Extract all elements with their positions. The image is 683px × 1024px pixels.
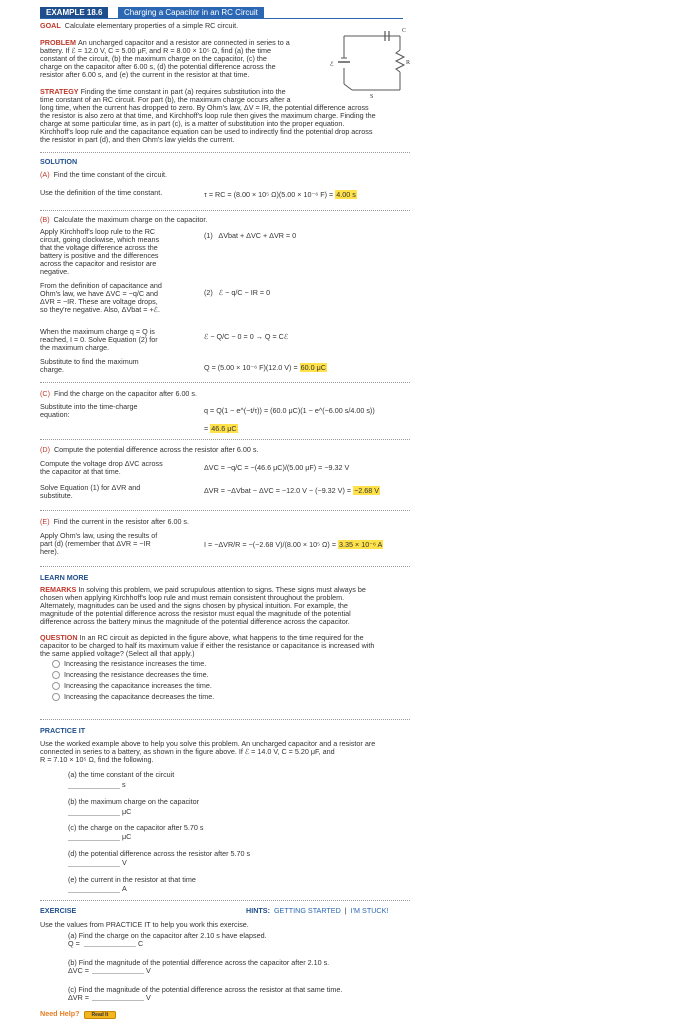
divider [40,510,410,511]
eq-text: ΔVbat + ΔVC + ΔVR = 0 [218,231,297,240]
exercise-a-unit: C [138,939,144,948]
practice-intro-line: R = 7.10 × 10⁵ Ω, find the following. [40,755,154,764]
divider [40,566,410,567]
practice-d: (d) the potential difference across the resistor after 5.70 s [68,849,251,858]
part-e-title-text: Find the current in the resistor after 6.00 s. [53,517,190,526]
desc-line: negative. [40,267,70,276]
hints-label: HINTS: [246,906,270,915]
part-d-answer: −2.68 V [354,486,380,495]
desc-line: When the maximum charge q = Q is [40,327,155,336]
option-row[interactable] [52,680,214,691]
strategy-line: long time, when the current has dropped to zero. By Ohm's law, ΔV = IR, the potential difference across [40,103,369,112]
question [40,634,410,658]
divider [40,210,410,211]
exercise-c-unit: V [146,993,151,1002]
strategy-line: the resistor is also zero at that time, and Kirchhoff's loop rule then gives the maximum charge. Finding the [40,111,376,120]
part-b-title: (B) Calculate the maximum charge on the capacitor. [40,215,208,224]
strategy-line: Finding the time constant in part (a) requires substitution into the [80,87,286,96]
part-b-title-text: Calculate the maximum charge on the capacitor. [53,215,208,224]
exercise-label: EXERCISE [40,906,77,915]
part-b-eq3: ℰ − Q/C − 0 = 0 → Q = Cℰ [204,332,289,341]
part-d-eq2 [204,486,380,495]
part-c-answer-line [204,424,238,433]
example-title: Charging a Capacitor in an RC Circuit [118,7,264,18]
practice-c-input[interactable] [68,840,120,841]
problem-label: PROBLEM [40,38,76,47]
exercise-c: (c) Find the magnitude of the potential difference across the resistor at that same time. [68,985,343,994]
part-b-desc4 [40,358,190,374]
part-a-eq-text: τ = RC = (8.00 × 10⁵ Ω)(5.00 × 10⁻⁶ F) = [204,190,334,199]
need-help [40,1009,116,1018]
practice-c-unit: μC [122,832,132,841]
eq-text: Q = (5.00 × 10⁻⁶ F)(12.0 V) = [204,363,298,372]
eq-number: (1) [204,231,213,240]
part-a-title-text: Find the time constant of the circuit. [53,170,168,179]
eq-equals: = [204,424,209,433]
exercise-b: (b) Find the magnitude of the potential difference across the capacitor after 2.10 s. [68,958,330,967]
practice-intro [40,740,410,764]
part-b-eq2 [204,288,270,297]
part-b-answer: 60.0 μC [300,363,326,372]
problem-line: resistor after 6.00 s, and (e) the current in the resistor at that time. [40,70,250,79]
remarks-line: Alternately, magnitudes can be used and the signs chosen by physical intuition. For example, the [40,601,348,610]
divider [40,439,410,440]
strategy-line: Kirchhoff's loop rule and the capacitance equation can be used to indirectly find the potential drop across [40,127,373,136]
exercise-c-input[interactable] [92,1000,144,1001]
question-line: the same applied voltage? (Select all that apply.) [40,649,195,658]
getting-started-link[interactable]: GETTING STARTED [273,906,341,915]
part-d-title: (D) Compute the potential difference across the resistor after 6.00 s. [40,445,259,454]
divider [40,900,410,901]
desc-line: equation: [40,410,70,419]
part-c-eq: q = Q(1 − e^(−t/τ)) = (60.0 μC)(1 − e^(−6.00 s/4.00 s)) [204,406,375,415]
practice-e-unit: A [122,884,127,893]
capacitor-label: C [402,28,407,34]
strategy-label: STRATEGY [40,87,79,96]
desc-line: part (d) (remember that ΔVR = −IR [40,539,151,548]
part-d-desc1 [40,460,190,476]
strategy-line: time constant of an RC circuit. For part (b), the maximum charge occurs after a [40,95,291,104]
desc-line: Substitute into the time-charge [40,402,138,411]
option-checkbox[interactable] [52,682,60,690]
question-label: QUESTION [40,633,78,642]
header-rule [40,18,403,19]
eq-text: I = −ΔVR/R = −(−2.68 V)/(8.00 × 10⁵ Ω) = [204,540,337,549]
practice-e-input[interactable] [68,892,120,893]
practice-intro-line: connected in series to a battery, as shown in the figure above. If ℰ = 14.0 V, C = 5.20 μF, and [40,747,335,756]
practice-c [68,823,203,832]
option-label: Increasing the resistance decreases the time. [64,670,209,679]
remarks-line: In solving this problem, we paid scrupulous attention to signs. These signs must always be [78,585,366,594]
part-e-eq [204,540,383,549]
question-line: capacitor to be charged to half its maximum value if either the resistance or capacitance is increased with [40,641,375,650]
desc-line: charge. [40,365,64,374]
option-label: Increasing the capacitance increases the time. [64,681,212,690]
learn-more-label: LEARN MORE [40,573,89,582]
strategy-line: the resistor in part (d), and then Ohm's law yields the current. [40,135,235,144]
exercise-b-var: ΔVC = [68,966,89,975]
option-row[interactable] [52,691,214,702]
problem [40,39,318,79]
desc-line: ΔVR = −IR. These are voltage drops, [40,297,158,306]
part-d-title-text: Compute the potential difference across the resistor after 6.00 s. [53,445,259,454]
desc-line: the maximum charge. [40,343,110,352]
exercise-a-var: Q = [68,939,80,948]
practice-intro-line: Use the worked example above to help you solve this problem. An uncharged capacitor and a resistor are [40,739,376,748]
part-a-equation [204,190,357,199]
part-d-eq1: ΔVC = −q/C = −(46.6 μC)/(5.00 μF) = −9.32 V [204,463,350,472]
option-row[interactable] [52,658,214,669]
practice-d-input[interactable] [68,866,120,867]
divider [40,152,410,153]
desc-line: Compute the voltage drop ΔVC across [40,459,163,468]
part-a-title: (A) Find the time constant of the circuit. [40,170,168,179]
desc-line: substitute. [40,491,73,500]
remarks-line: magnitude of the potential difference across the resistor must equal the magnitude of the potential [40,609,351,618]
practice-label: PRACTICE IT [40,726,86,735]
part-c-title-text: Find the charge on the capacitor after 6.00 s. [53,389,198,398]
example-tag: EXAMPLE 18.6 [40,7,108,18]
desc-line: Apply Ohm's law, using the results of [40,531,158,540]
desc-line: across the capacitor and resistor are [40,259,157,268]
desc-line: Ohm's law, we have ΔVC = −q/C and [40,289,159,298]
part-c-title: (C) Find the charge on the capacitor after 6.00 s. [40,389,198,398]
goal-text: Calculate elementary properties of a simple RC circuit. [64,21,239,30]
exercise-a-input[interactable] [84,946,136,947]
practice-c-text: (c) the charge on the capacitor after 5.70 s [68,823,204,832]
emf-label: ℰ [330,62,334,68]
part-b-desc3 [40,328,190,352]
option-label: Increasing the resistance increases the time. [64,659,207,668]
desc-line: Apply Kirchhoff's loop rule to the RC [40,227,156,236]
goal [40,22,238,30]
divider [40,382,410,383]
hints-separator: | [344,906,347,915]
part-b-eq1 [204,231,296,240]
option-checkbox[interactable] [52,660,60,668]
option-row[interactable] [52,669,214,680]
part-d-desc2 [40,484,190,500]
desc-line: From the definition of capacitance and [40,281,162,290]
eq-text: ℰ − q/C − IR = 0 [218,288,271,297]
part-a-desc: Use the definition of the time constant. [40,188,163,197]
practice-b-unit: μC [122,807,132,816]
strategy [40,88,410,144]
solution-label: SOLUTION [40,157,78,166]
option-checkbox[interactable] [52,693,60,701]
exercise-c-var: ΔVR = [68,993,89,1002]
exercise-b-input[interactable] [92,973,144,974]
part-e-desc [40,532,190,556]
eq-number: (2) [204,288,213,297]
switch-label: S [370,94,374,98]
desc-line: that the voltage difference across the [40,243,158,252]
part-c-desc [40,403,190,419]
practice-b: (b) the maximum charge on the capacitor [68,797,200,806]
desc-line: circuit, going clockwise, which means [40,235,160,244]
exercise-intro: Use the values from PRACTICE IT to help you work this exercise. [40,920,249,929]
practice-b-input[interactable] [68,815,120,816]
practice-a-input[interactable] [68,788,120,789]
problem-line: constant of the circuit, (b) the maximum charge on the capacitor, (c) the [40,54,267,63]
im-stuck-link[interactable]: I'M STUCK! [350,906,389,915]
part-e-title: (E) Find the current in the resistor after 6.00 s. [40,517,190,526]
remarks-line: chosen when applying Kirchhoff's loop rule and must remain consistent throughout the problem. [40,593,345,602]
read-it-button[interactable]: Read It [84,1011,117,1019]
practice-e: (e) the current in the resistor at that time [68,875,196,884]
desc-line: reached, I = 0. Solve Equation (2) for [40,335,158,344]
part-b-desc1 [40,228,190,276]
practice-a-unit: s [122,780,126,789]
desc-line: here). [40,547,59,556]
divider [40,719,410,720]
remarks-line: difference across the battery minus the magnitude of the potential difference across the capacitor. [40,617,350,626]
exercise-a: (a) Find the charge on the capacitor after 2.10 s have elapsed. [68,931,267,940]
problem-line: battery. If ℰ = 12.0 V, C = 5.00 μF, and R = 8.00 × 10⁵ Ω, find (a) the time [40,46,271,55]
question-line: In an RC circuit as depicted in the figure above, what happens to the time required for the [79,633,364,642]
practice-d-unit: V [122,858,127,867]
hints-bar [246,906,388,915]
exercise-b-unit: V [146,966,151,975]
problem-line: charge on the capacitor after 6.00 s, (d) the potential difference across the [40,62,276,71]
practice-a: (a) the time constant of the circuit [68,770,175,779]
goal-label: GOAL [40,21,61,30]
part-b-desc2 [40,282,190,314]
option-checkbox[interactable] [52,671,60,679]
remarks [40,586,410,626]
question-options [52,658,214,702]
desc-line: the capacitor at that time. [40,467,121,476]
problem-line: An uncharged capacitor and a resistor are connected in series to a [77,38,290,47]
desc-line: Solve Equation (1) for ΔVR and [40,483,141,492]
strategy-line: charge at some particular time, as in part (c), is a matter of substitution into the proper equation. [40,119,345,128]
remarks-label: REMARKS [40,585,77,594]
need-help-label: Need Help? [40,1009,80,1018]
part-e-answer: 3.35 × 10⁻⁶ A [339,540,383,549]
part-b-eq4 [204,363,327,372]
option-label: Increasing the capacitance decreases the time. [64,692,215,701]
desc-line: so they're negative. Also, ΔVbat = +ℰ. [40,305,161,314]
desc-line: battery is positive and the differences [40,251,159,260]
resistor-label: R [406,60,410,66]
part-a-answer: 4.00 s [336,190,356,199]
part-c-answer: 46.6 μC [211,424,237,433]
eq-text: ΔVR = −ΔVbat − ΔVC = −12.0 V − (−9.32 V) = [204,486,352,495]
desc-line: Substitute to find the maximum [40,357,139,366]
